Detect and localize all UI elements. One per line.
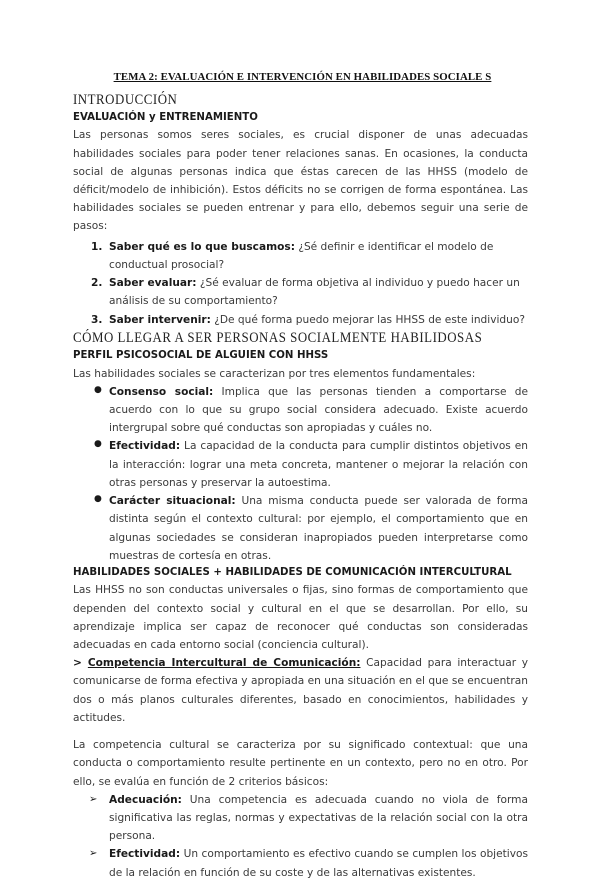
section-heading-socially-skilled: CÓMO LLEGAR A SER PERSONAS SOCIALMENTE HABILIDOSAS: [73, 329, 483, 346]
arrow-prefix: >: [73, 657, 88, 670]
list-number: 2.: [91, 277, 103, 290]
list-item: [73, 238, 528, 274]
bullet-term: Consenso social:: [109, 385, 214, 398]
bullet-text: Implica que las personas tienden a comportarse de acuerdo con lo que su grupo social considera adecuado. Existe acuerdo intergrupal sobre qué conductas son apropiadas y cuáles no.: [109, 385, 528, 435]
competence-paragraph: [73, 654, 528, 727]
step-text: ¿Sé evaluar de forma objetiva al individuo y puedo hacer un análisis de su comportamiento?: [109, 277, 520, 308]
list-item: [73, 274, 528, 310]
step-text: ¿De qué forma puedo mejorar las HHSS de este individuo?: [210, 313, 525, 326]
intercultural-paragraph: Las HHSS no son conductas universales o fijas, sino formas de comportamiento que dependen del contexto social y cultural en el que se desarrollan. Por ello, su aprendizaje implica ser capaz de reconocer qué conductas son consideradas adecuadas en cada entorno social (conciencia cultural).: [73, 584, 528, 651]
steps-list: [73, 238, 528, 329]
elements-list: [73, 383, 528, 565]
arrow-bullet-icon: ➢: [89, 793, 98, 805]
criteria-term: Adecuación:: [109, 793, 182, 806]
criteria-list: [73, 791, 528, 882]
criteria-text: Un comportamiento es efectivo cuando se cumplen los objetivos de la relación en función de su coste y de las alternativas existentes.: [109, 848, 528, 879]
bullet-icon: ●: [94, 384, 102, 395]
step-term: Saber intervenir:: [109, 313, 211, 326]
document-title: TEMA 2: EVALUACIÓN E INTERVENCIÓN EN HABILIDADES SOCIALE S: [113, 71, 492, 83]
criteria-term: Efectividad:: [109, 848, 181, 861]
subheading-psychosocial-profile: PERFIL PSICOSOCIAL DE ALGUIEN CON HHSS: [73, 350, 329, 362]
bullet-icon: ●: [94, 439, 102, 450]
step-term: Saber evaluar:: [109, 277, 197, 290]
step-term: Saber qué es lo que buscamos:: [109, 240, 295, 253]
list-number: 1.: [91, 240, 103, 253]
bullet-term: Efectividad:: [109, 440, 181, 453]
bullet-text: Una misma conducta puede ser valorada de forma distinta según el contexto cultural: por ejemplo, el comportamiento que en algunas sociedades se consideran inapropiados pueden interpretarse como muestras de cortesía en otras.: [109, 495, 528, 562]
subheading-evaluation: EVALUACIÓN y ENTRENAMIENTO: [73, 112, 258, 124]
bullet-text: La capacidad de la conducta para cumplir distintos objetivos en la interacción: lograr una meta concreta, mantener o mejorar la relación con otras personas y preservar la autoestima.: [109, 440, 528, 489]
bullet-icon: ●: [94, 494, 102, 505]
section-heading-introduction: INTRODUCCIÓN: [73, 91, 178, 108]
bullet-term: Carácter situacional:: [109, 495, 236, 508]
cultural-competence-paragraph: La competencia cultural se caracteriza por su significado contextual: que una conducta o comportamiento resulte pertinente en un contexto, pero no en otro. Por ello, se evalúa en función de 2 criterios básicos:: [73, 739, 528, 788]
list-item: [73, 845, 528, 881]
competence-text: Capacidad para interactuar y comunicarse de forma efectiva y apropiada en una situación en el que se encuentran dos o más planos culturales diferentes, basado en conocimientos, habilidades y actitudes.: [73, 657, 528, 724]
intro-paragraph: Las personas somos seres sociales, es crucial disponer de unas adecuadas habilidades sociales para poder tener relaciones sanas. En ocasiones, la conducta social de algunas personas indica que éstas carecen de las HHSS (modelo de déficit/modelo de inhibición). Estos déficits no se corrigen de forma espontánea. Las habilidades sociales se pueden entrenar y para ello, debemos seguir una serie de pasos:: [73, 129, 528, 233]
arrow-bullet-icon: ➢: [89, 848, 98, 860]
list-number: 3.: [91, 313, 103, 326]
list-item: [73, 311, 528, 329]
list-item: [73, 437, 528, 492]
profile-lead: Las habilidades sociales se caracterizan por tres elementos fundamentales:: [73, 367, 476, 380]
subheading-intercultural: HABILIDADES SOCIALES + HABILIDADES DE COMUNICACIÓN INTERCULTURAL: [73, 567, 512, 578]
list-item: [73, 791, 528, 846]
competence-term: Competencia Intercultural de Comunicación:: [87, 657, 361, 670]
list-item: [73, 383, 528, 438]
step-text: ¿Sé definir e identificar el modelo de conductual prosocial?: [109, 240, 494, 271]
list-item: [73, 492, 528, 565]
criteria-text: Una competencia es adecuada cuando no viola de forma significativa las reglas, normas y expectativas de la relación social con la otra persona.: [109, 793, 528, 843]
